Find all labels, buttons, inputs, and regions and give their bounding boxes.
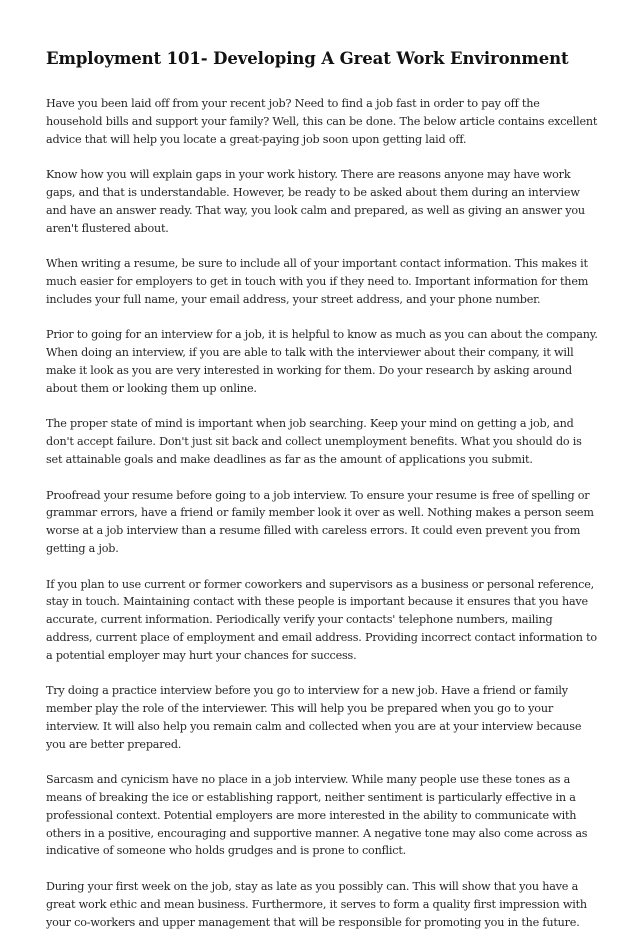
paragraph-1: Have you been laid off from your recent job? Need to find a job fast in order to pay off the household bills and support your family? Well, this can be done. The below article contains excellent advice that will help you locate a great-paying job soon upon getting laid off.: [46, 97, 598, 146]
paragraph-7: If you plan to use current or former coworkers and supervisors as a business or personal reference, stay in touch. Maintaining contact with these people is important because it ensures that you have accurate, current information. Periodically verify your contacts' telephone numbers, mailing address, current place of employment and email address. Providing incorrect contact information to a potential employer may hurt your chances for success.: [46, 577, 597, 662]
paragraph-2: Know how you will explain gaps in your work history. There are reasons anyone may have work gaps, and that is understandable. However, be ready to be asked about them during an interview and have an answer ready. That way, you look calm and prepared, as well as giving an answer you aren't flustered about.: [46, 168, 585, 235]
paragraph-3: When writing a resume, be sure to include all of your important contact information. This makes it much easier for employers to get in touch with you if they need to. Important information for them includes your full name, your email address, your street address, and your phone number.: [46, 257, 589, 306]
document-title: Employment 101- Developing A Great Work Environment: [46, 49, 569, 68]
paragraph-5: The proper state of mind is important when job searching. Keep your mind on getting a job, and don't accept failure. Don't just sit back and collect unemployment benefits. What you should do is set attainable goals and make deadlines as far as the amount of applications you submit.: [46, 417, 582, 466]
paragraph-8: Try doing a practice interview before you go to interview for a new job. Have a friend or family member play the role of the interviewer. This will help you be prepared when you go to your interview. It will also help you remain calm and collected when you are at your interview because you are better prepared.: [46, 684, 582, 751]
paragraph-10: During your first week on the job, stay as late as you possibly can. This will show that you have a great work ethic and mean business. Furthermore, it serves to form a quality first impression with your co-workers and upper management that will be responsible for promoting you in the future.: [46, 880, 587, 929]
paragraph-9: Sarcasm and cynicism have no place in a job interview. While many people use these tones as a means of breaking the ice or establishing rapport, neither sentiment is particularly effective in a professional context. Potential employers are more interested in the ability to communicate with others in a positive, encouraging and supportive manner. A negative tone may also come across as indicative of someone who holds grudges and is prone to conflict.: [46, 773, 588, 858]
paragraph-6: Proofread your resume before going to a job interview. To ensure your resume is free of spelling or grammar errors, have a friend or family member look it over as well. Nothing makes a person seem worse at a job interview than a resume filled with careless errors. It could even prevent you from getting a job.: [46, 488, 594, 555]
paragraph-4: Prior to going for an interview for a job, it is helpful to know as much as you can about the company. When doing an interview, if you are able to talk with the interviewer about their company, it will make it look as you are very interested in working for them. Do your research by asking around about them or looking them up online.: [46, 328, 598, 395]
document-page: [46, 48, 598, 949]
